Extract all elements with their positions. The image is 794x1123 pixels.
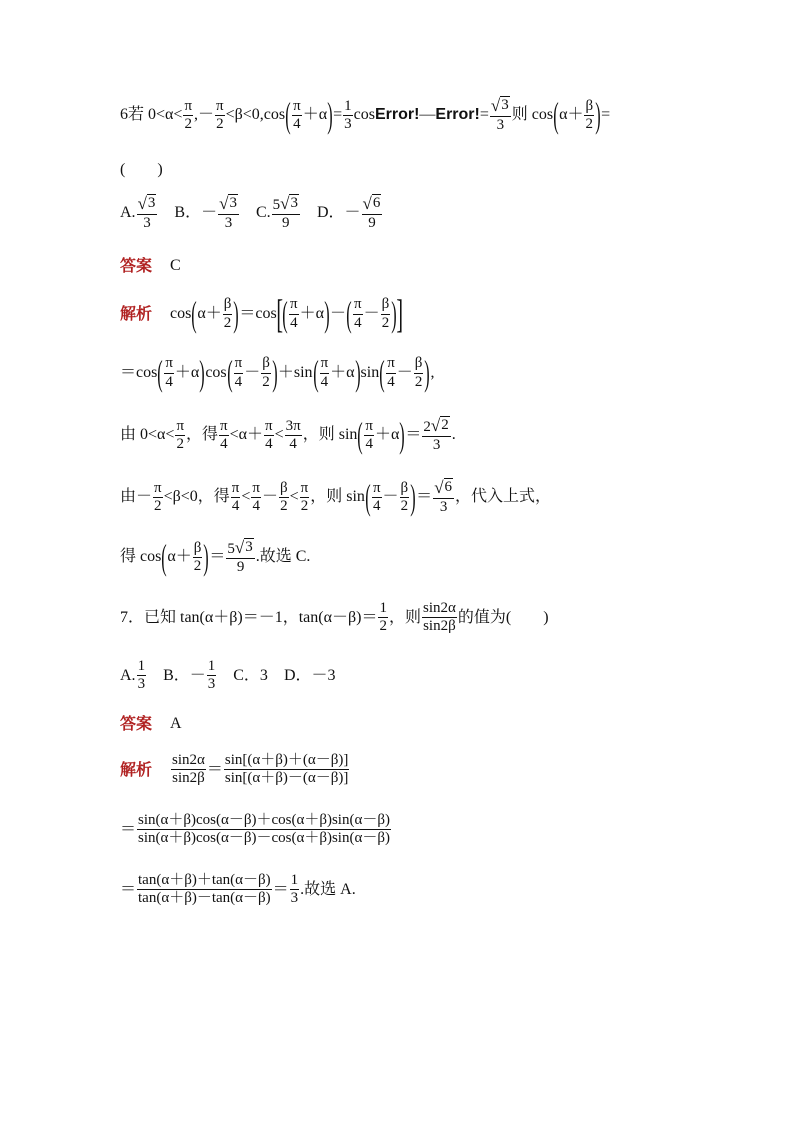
q6-option-d: D．－ [316, 204, 361, 222]
q7-option-b: B．－ [163, 666, 206, 684]
error-placeholder-2: Error! [435, 106, 480, 124]
q6-number: 6 [120, 106, 128, 124]
q7-option-a: A. [120, 666, 136, 684]
q6-option-b: B．－ [174, 204, 218, 222]
q7-stem: 7．已知 tan(α＋β)＝－1，tan(α－β)＝ $\frac{1}{2}$ ，则 $\frac{\sin 2\alpha}{\sin 2\beta}$ 的值为( ) [120, 600, 549, 635]
answer-label: 答案 [120, 256, 153, 275]
q7-option-d: D．－3 [283, 666, 336, 684]
q7-options: A. $\frac{1}{3}$ B．－ $\frac{1}{3}$ C．3 D．－3 [120, 658, 336, 693]
analysis-label: 解析 [120, 304, 153, 323]
q6-analysis-line-5: 得 cos ( α＋ $\frac{\beta}{2}$ ) ＝ 5 √ 3 9 .故选 C. [120, 537, 311, 578]
q6-analysis-line-4: 由－ $\frac{\pi}{2}$ <β<0，得 $\frac{\pi}{4}$ < $\frac{\pi}{4}$ － $\frac{\beta}{2}$ < $\frac{\pi}{2}$ ，则 sin ( $\frac{\pi}{4}$ － $\frac{\beta}{2}$ ) ＝ √ 6 3 ，代入上式， [120, 477, 552, 518]
q6-answer [120, 258, 181, 274]
q7-option-c: C．3 [233, 666, 268, 684]
answer-value: C [170, 257, 181, 274]
q6-options: A. √ 3 3 B．－ √ 3 3 C. 5 √ 3 9 D．－ √ 6 9 [120, 194, 381, 232]
answer-label: 答案 [120, 714, 153, 733]
q7-answer [120, 716, 182, 732]
q7-analysis-line-2: ＝ $\frac{\sin(\alpha+\beta)\cos(\alpha-\beta)+\cos(\alpha+\beta)\sin(\alpha-\beta)}{\sin(\alpha+\beta)\cos(\alpha-\beta)-\cos(\alpha+\beta)\sin(\alpha-\beta)}$ [120, 812, 390, 847]
q6-option-c: C. [255, 204, 271, 222]
error-placeholder-1: Error! [374, 106, 420, 124]
q6-analysis-line-1: 解析 cos ( α＋ $\frac{\beta}{2}$ ) ＝cos [ ( $\frac{\pi}{4}$ ＋α ) － ( $\frac{\pi}{4}$ － $\frac{\beta}{2}$ ) ] [120, 291, 404, 336]
q6-option-a: A. [120, 204, 136, 222]
q6-paren: ( ) [120, 161, 163, 178]
q6-analysis-line-3: 由 0<α< $\frac{\pi}{2}$ ，得 $\frac{\pi}{4}$ <α＋ $\frac{\pi}{4}$ < $\frac{3\pi}{4}$ ，则 sin ( $\frac{\pi}{4}$ ＋α ) ＝ 2 √ 2 3 . [120, 415, 456, 456]
q6-analysis-line-2: ＝cos ( $\frac{\pi}{4}$ ＋α ) cos ( $\frac{\pi}{4}$ － $\frac{\beta}{2}$ ) ＋sin ( $\frac{\pi}{4}$ ＋α ) sin ( $\frac{\pi}{4}$ － $\frac{\beta}{2}$ ) , [120, 353, 435, 393]
q6-stem: 6 若 0<α< $\frac{\pi}{2}$ , － $\frac{\pi}{2}$ <β<0,cos ( $\frac{\pi}{4}$ ＋α ) = $\frac{1}{3}$ cos Error! — Error! = √ 3 3 则 cos ( α＋ $\frac{\beta}{2}$ ) = [120, 95, 611, 136]
answer-value: A [170, 715, 182, 732]
q7-analysis-line-3: ＝ $\frac{\tan(\alpha+\beta)+\tan(\alpha-\beta)}{\tan(\alpha+\beta)-\tan(\alpha-\beta)}$ ＝ $\frac{1}{3}$ .故选 A. [120, 872, 356, 907]
analysis-label: 解析 [120, 759, 153, 779]
q7-analysis-line-1: 解析 $\frac{\sin 2\alpha}{\sin 2\beta}$ ＝ $\frac{\sin[(\alpha+\beta)+(\alpha-\beta)]}{\sin[(\alpha+\beta)-(\alpha-\beta)]}$ [120, 752, 349, 787]
